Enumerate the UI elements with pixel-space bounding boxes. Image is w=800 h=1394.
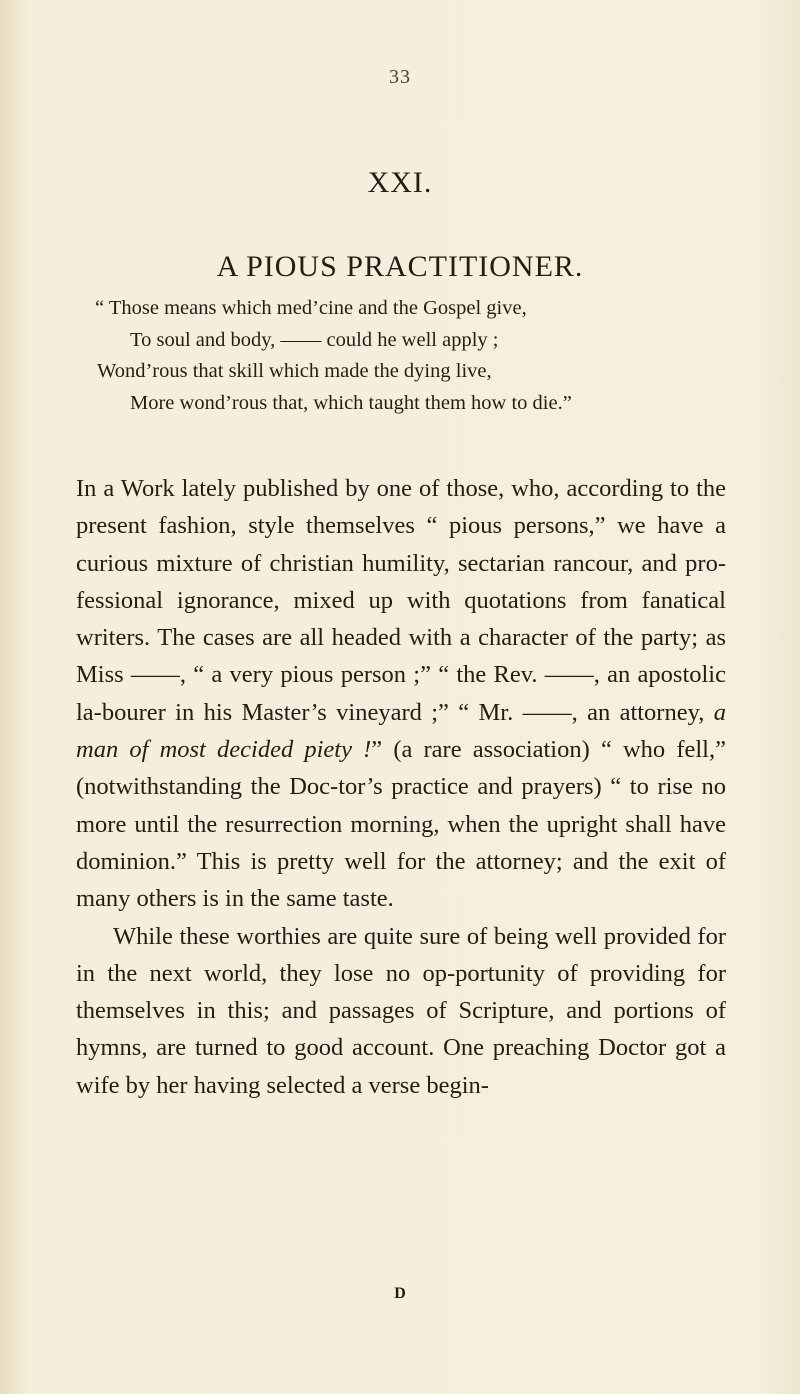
page-number: 33 [389, 66, 411, 88]
paragraph [76, 470, 726, 918]
paragraph-text: ” (a rare association) “ who fell,” (notwithstanding the Doc-tor’s practice and prayers) “ to rise no more until the resurrection morning, when the upright shall have dominion.” This is pretty well for the attorney; and the exit of many others is in the same taste. [76, 736, 726, 913]
epigraph-line: Wond’rous that skill which made the dying live, [97, 360, 492, 382]
body-text [76, 470, 726, 1104]
italic-phrase: a man of most decided piety ! [76, 698, 726, 764]
paragraph: While these worthies are quite sure of being well provided for in the next world, they lose no op-portunity of providing for themselves in this; and passages of Scripture, and portions of hymns, are turned to good account. One preaching Doctor got a wife by her having selected a verse begin- [76, 922, 726, 1099]
signature-mark: D [394, 1285, 406, 1302]
epigraph-line: To soul and body, —— could he well apply ; [130, 329, 499, 351]
chapter-number: XXI. [367, 166, 433, 199]
paragraph-text: In a Work lately published by one of those, who, according to the present fashion, style themselves “ pious persons,” we have a curious mixture of christian humility, sectarian rancour, and pro-fessional ignorance, mixed up with quotations from fanatical writers. The cases are all headed with a character of the party; as Miss ——, “ a very pious person ;” “ the Rev. ——, an apostolic la-bourer in his Master’s vineyard ;” “ Mr. ——, an attorney, [76, 475, 726, 726]
epigraph-line: “ Those means which med’cine and the Gospel give, [95, 297, 527, 319]
epigraph-line: More wond’rous that, which taught them how to die.” [130, 392, 572, 414]
chapter-title: A PIOUS PRACTITIONER. [216, 250, 584, 283]
